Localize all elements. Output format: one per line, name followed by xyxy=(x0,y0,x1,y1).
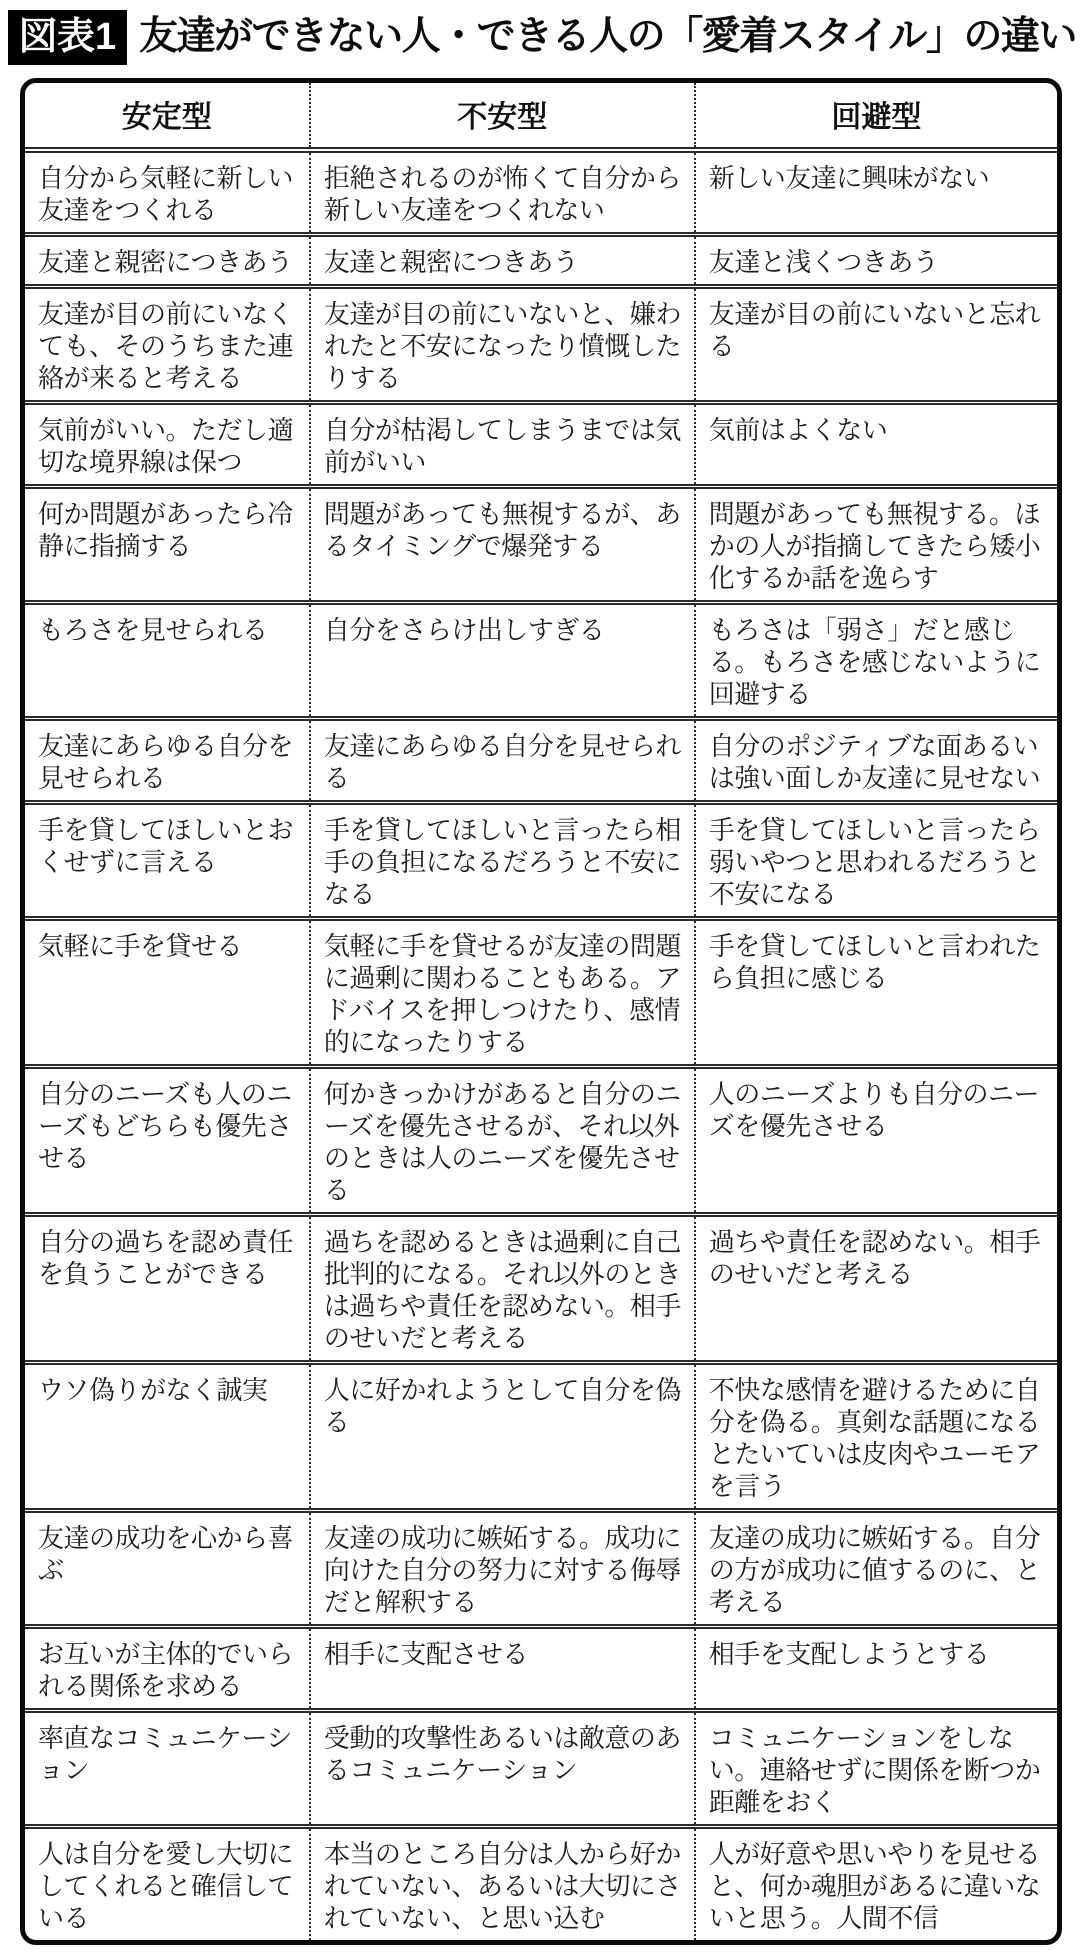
table-row xyxy=(25,603,1057,719)
table-cell: 友達の成功を心から喜ぶ xyxy=(25,1511,310,1627)
table-cell: 人のニーズよりも自分のニーズを優先させる xyxy=(695,1067,1057,1215)
table-cell: 友達と親密につきあう xyxy=(25,235,310,287)
table-cell: 受動的攻撃性あるいは敵意のあるコミュニケーション xyxy=(310,1711,695,1827)
table-cell: 率直なコミュニケーション xyxy=(25,1711,310,1827)
table-cell: 気軽に手を貸せるが友達の問題に過剰に関わることもある。アドバイスを押しつけたり、感情的になったりする xyxy=(310,919,695,1067)
table-cell: 気前がいい。ただし適切な境界線は保つ xyxy=(25,403,310,487)
table-cell: 本当のところ自分は人から好かれていない、あるいは大切にされていない、と思い込む xyxy=(310,1827,695,1941)
table-cell: 手を貸してほしいと言ったら弱いやつと思われるだろうと不安になる xyxy=(695,803,1057,919)
table-row xyxy=(25,403,1057,487)
table-cell: 相手を支配しようとする xyxy=(695,1627,1057,1711)
table-cell: 気軽に手を貸せる xyxy=(25,919,310,1067)
table-cell: 友達が目の前にいなくても、そのうちまた連絡が来ると考える xyxy=(25,287,310,403)
table-cell: 手を貸してほしいとおくせずに言える xyxy=(25,803,310,919)
table-row xyxy=(25,235,1057,287)
table-cell: 自分のニーズも人のニーズもどちらも優先させる xyxy=(25,1067,310,1215)
table-cell: 問題があっても無視する。ほかの人が指摘してきたら矮小化するか話を逸らす xyxy=(695,487,1057,603)
table-row xyxy=(25,919,1057,1067)
comparison-table xyxy=(25,83,1057,1940)
table-row xyxy=(25,1215,1057,1363)
table-body xyxy=(25,150,1057,1940)
table-cell: 拒絶されるのが怖くて自分から新しい友達をつくれない xyxy=(310,150,695,235)
table-cell: 友達と親密につきあう xyxy=(310,235,695,287)
figure-number-badge: 図表1 xyxy=(8,10,127,65)
table-cell: 友達の成功に嫉妬する。成功に向けた自分の努力に対する侮辱だと解釈する xyxy=(310,1511,695,1627)
table-cell: 人が好意や思いやりを見せると、何か魂胆があるに違いないと思う。人間不信 xyxy=(695,1827,1057,1941)
table-row xyxy=(25,487,1057,603)
table-row xyxy=(25,1827,1057,1941)
table-row xyxy=(25,1067,1057,1215)
table-cell: 友達にあらゆる自分を見せられる xyxy=(310,719,695,803)
table-cell: 問題があっても無視するが、あるタイミングで爆発する xyxy=(310,487,695,603)
table-cell: 自分をさらけ出しすぎる xyxy=(310,603,695,719)
table-cell: 何か問題があったら冷静に指摘する xyxy=(25,487,310,603)
table-cell: もろさは「弱さ」だと感じる。もろさを感じないように回避する xyxy=(695,603,1057,719)
table-cell: 友達の成功に嫉妬する。自分の方が成功に値するのに、と考える xyxy=(695,1511,1057,1627)
table-cell: 自分から気軽に新しい友達をつくれる xyxy=(25,150,310,235)
table-cell: 不快な感情を避けるために自分を偽る。真剣な話題になるとたいていは皮肉やユーモアを言う xyxy=(695,1363,1057,1511)
table-header-row xyxy=(25,83,1057,150)
table-row xyxy=(25,803,1057,919)
table-cell: 手を貸してほしいと言われたら負担に感じる xyxy=(695,919,1057,1067)
table-row xyxy=(25,1711,1057,1827)
table-cell: 自分の過ちを認め責任を負うことができる xyxy=(25,1215,310,1363)
table-cell: 自分が枯渇してしまうまでは気前がいい xyxy=(310,403,695,487)
table-cell: 友達が目の前にいないと忘れる xyxy=(695,287,1057,403)
table-cell: 新しい友達に興味がない xyxy=(695,150,1057,235)
table-cell: 自分のポジティブな面あるいは強い面しか友達に見せない xyxy=(695,719,1057,803)
table-cell: 友達にあらゆる自分を見せられる xyxy=(25,719,310,803)
table-row xyxy=(25,1511,1057,1627)
table-cell: 過ちを認めるときは過剰に自己批判的になる。それ以外のときは過ちや責任を認めない。相手のせいだと考える xyxy=(310,1215,695,1363)
table-row xyxy=(25,719,1057,803)
attachment-style-table xyxy=(20,78,1062,1945)
page-title: 友達ができない人・できる人の「愛着スタイル」の違い xyxy=(139,14,1076,58)
table-cell: 人に好かれようとして自分を偽る xyxy=(310,1363,695,1511)
table-cell: お互いが主体的でいられる関係を求める xyxy=(25,1627,310,1711)
column-header-avoidant: 回避型 xyxy=(695,83,1057,150)
table-cell: 友達が目の前にいないと、嫌われたと不安になったり憤慨したりする xyxy=(310,287,695,403)
table-cell: 気前はよくない xyxy=(695,403,1057,487)
column-header-anxious: 不安型 xyxy=(310,83,695,150)
column-header-secure: 安定型 xyxy=(25,83,310,150)
table-cell: ウソ偽りがなく誠実 xyxy=(25,1363,310,1511)
table-cell: 過ちや責任を認めない。相手のせいだと考える xyxy=(695,1215,1057,1363)
table-row xyxy=(25,150,1057,235)
table-cell: 相手に支配させる xyxy=(310,1627,695,1711)
table-cell: 何かきっかけがあると自分のニーズを優先させるが、それ以外のときは人のニーズを優先させる xyxy=(310,1067,695,1215)
table-cell: もろさを見せられる xyxy=(25,603,310,719)
table-row xyxy=(25,1363,1057,1511)
table-cell: 手を貸してほしいと言ったら相手の負担になるだろうと不安になる xyxy=(310,803,695,919)
table-cell: 友達と浅くつきあう xyxy=(695,235,1057,287)
table-cell: 人は自分を愛し大切にしてくれると確信している xyxy=(38,1839,294,1933)
figure-header xyxy=(0,6,1080,78)
table-cell: コミュニケーションをしない。連絡せずに関係を断つか距離をおく xyxy=(695,1711,1057,1827)
table-row xyxy=(25,1627,1057,1711)
table-row xyxy=(25,287,1057,403)
